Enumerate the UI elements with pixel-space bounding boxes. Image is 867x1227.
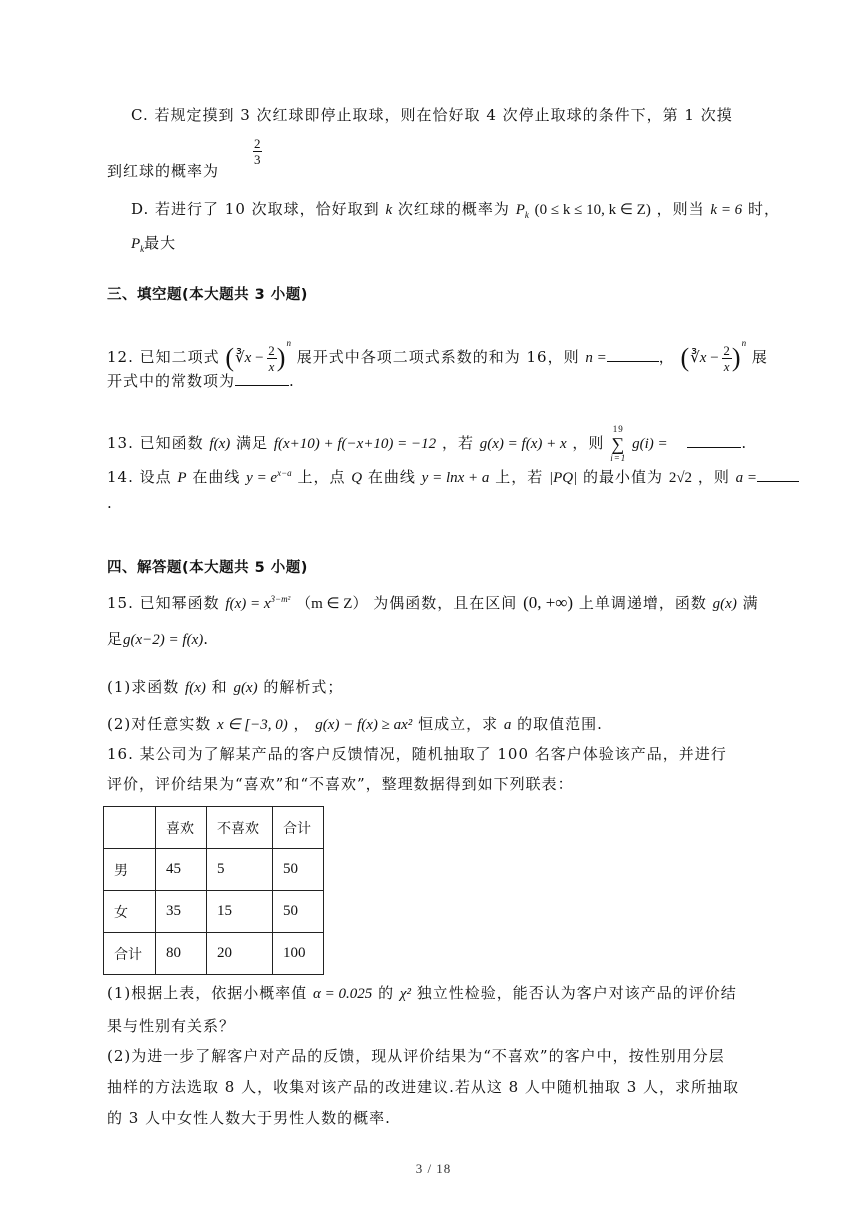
table-cell: 20 [207,933,273,975]
table-cell: 合计 [273,807,324,849]
table-cell: 50 [273,891,324,933]
table-row [104,849,324,891]
q16-part2-line2: 抽样的方法选取 8 人，收集对该产品的改进建议.若从这 8 人中随机抽取 3 人，求所抽取 [107,1078,740,1096]
q15-part2: (2)对任意实数 x ∈ [−3, 0) ， g(x) − f(x) ≥ ax² 恒成立，求 a 的取值范围. [107,715,603,733]
table-cell: 男 [104,849,156,891]
q16-part1-line2: 果与性别有关系？ [107,1017,236,1035]
table-row [104,891,324,933]
q16-part2-line1: (2)为进一步了解客户对产品的反馈，现从评价结果为“不喜欢”的客户中，按性别用分层 [107,1047,725,1065]
option-d-line1: D. 若进行了 10 次取球，恰好取到 k 次红球的概率为 $P_k$ (0 ≤ k ≤ 10, k ∈ Z) ，则当 k = 6 时， [131,200,780,220]
table-cell: 100 [273,933,324,975]
table-cell: 喜欢 [156,807,207,849]
q15-line1: 15. 已知幂函数 $f(x) = x^{3-m^2}$ （m ∈ Z） 为偶函数，且在区间 (0, +∞) 上单调递增，函数 g(x) 满 [107,593,759,612]
contingency-table [103,806,324,975]
q15-line2: 足g(x−2) = f(x). [107,630,210,648]
section-4-title: 四、解答题(本大题共 5 小题) [107,560,308,576]
q12-line1: 12. 已知二项式 (∛x − $\frac{2}{x}$ )$^n$ 展开式中各项二项式系数的和为 16，则 n = ， (∛x − $\frac{2}{x}$ )$^n$ 展 [107,338,768,374]
table-cell: 80 [156,933,207,975]
table-cell: 女 [104,891,156,933]
table-cell: 不喜欢 [207,807,273,849]
q14-line: 14. 设点 P 在曲线 $y = e^{x-a}$ 上，点 Q 在曲线 y = lnx + a 上，若 |PQ| 的最小值为 2√2 ，则 a = [107,466,799,487]
option-c-fraction: $\frac{2}{3}$ [254,136,261,167]
table-cell: 35 [156,891,207,933]
table-cell [104,807,156,849]
table-cell: 50 [273,849,324,891]
table-cell: 合计 [104,933,156,975]
q13-line: 13. 已知函数 f(x) 满足 f(x+10) + f(−x+10) = −12 ，若 g(x) = f(x) + x ，则 19 ∑ i=1 g(i) = . [107,424,748,463]
option-d-line2: $P_k$最大 [131,234,177,254]
option-c-line1: C. 若规定摸到 3 次红球即停止取球，则在恰好取 4 次停止取球的条件下，第 1 次摸 [131,106,733,124]
section-3-title: 三、填空题(本大题共 3 小题) [107,287,308,303]
table-cell: 5 [207,849,273,891]
table-header-row [104,807,324,849]
table-cell: 45 [156,849,207,891]
table-row [104,933,324,975]
option-c-line2: 到红球的概率为 [107,162,220,180]
table-cell: 15 [207,891,273,933]
q14-trailing-dot: . [107,494,113,512]
q16-part1-line1: (1)根据上表，依据小概率值 α = 0.025 的 χ² 独立性检验，能否认为客户对该产品的评价结 [107,984,737,1002]
q15-part1: (1)求函数 f(x) 和 g(x) 的解析式； [107,678,344,696]
q16-line1: 16. 某公司为了解某产品的客户反馈情况，随机抽取了 100 名客户体验该产品，并进行 [107,745,727,763]
q16-part2-line3: 的 3 人中女性人数大于男性人数的概率. [107,1109,391,1127]
page-number: 3 / 18 [415,1161,452,1176]
q12-line2: 开式中的常数项为 . [107,372,295,390]
q16-line2: 评价，评价结果为“喜欢”和“不喜欢”，整理数据得到如下列联表： [107,775,574,793]
